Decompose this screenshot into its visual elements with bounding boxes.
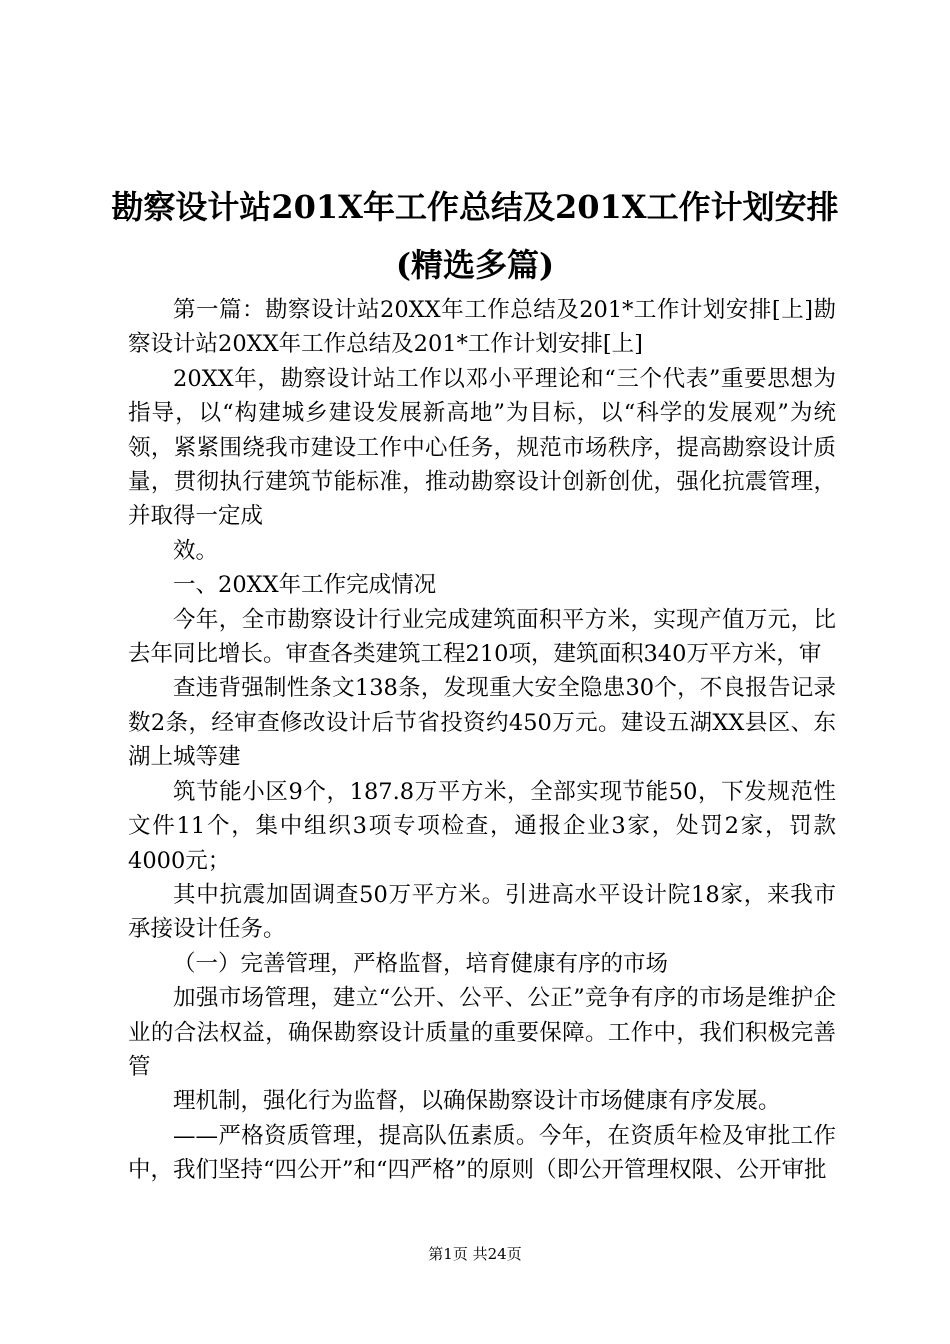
subsection-heading-1: （一）完善管理，严格监督，培育健康有序的市场 (173, 950, 669, 977)
paragraph-6: 筑节能小区9个，187.8万平方米，全部实现节能50，下发规范性文件11个，集中组织3项专项检查，通报企业3家，处罚2家，罚款4000元； (128, 778, 836, 874)
paragraph-2: 20XX年，勘察设计站工作以邓小平理论和“三个代表”重要思想为指导，以“构建城乡建设发展新高地”为目标，以“科学的发展观”为统领，紧紧围绕我市建设工作中心任务，规范市场秩序，提高勘察设计质量，贯彻执行建筑节能标准，推动勘察设计创新创优，强化抗震管理，并取得一定成 (128, 365, 836, 530)
paragraph-7: 其中抗震加固调查50万平方米。引进高水平设计院18家，来我市承接设计任务。 (128, 881, 836, 943)
paragraph-10: ——严格资质管理，提高队伍素质。今年，在资质年检及审批工作中，我们坚持“四公开”和“四严格”的原则（即公开管理权限、公开审批 (128, 1122, 836, 1184)
page-number-footer: 第1页 共24页 (428, 1245, 522, 1263)
section-heading-1: 一、20XX年工作完成情况 (173, 572, 437, 599)
paragraph-4: 今年，全市勘察设计行业完成建筑面积平方米，实现产值万元，比去年同比增长。审查各类建筑工程210项，建筑面积340万平方米，审 (128, 606, 836, 668)
paragraph-8: 加强市场管理，建立“公开、公平、公正”竞争有序的市场是维护企业的合法权益，确保勘察设计质量的重要保障。工作中，我们积极完善管 (128, 985, 836, 1080)
paragraph-3: 效。 (173, 537, 219, 564)
paragraph-5: 查违背强制性条文138条，发现重大安全隐患30个，不良报告记录数2条，经审查修改设计后节省投资约450万元。建设五湖XX县区、东湖上城等建 (128, 675, 836, 771)
paragraph-9: 理机制，强化行为监督，以确保勘察设计市场健康有序发展。 (173, 1088, 781, 1115)
document-body (128, 293, 836, 1188)
document-title: 勘察设计站201X年工作总结及201X工作计划安排(精选多篇) (111, 188, 839, 284)
paragraph-1: 第一篇：勘察设计站20XX年工作总结及201*工作计划安排[上]勘察设计站20XX年工作总结及201*工作计划安排[上] (128, 297, 836, 358)
